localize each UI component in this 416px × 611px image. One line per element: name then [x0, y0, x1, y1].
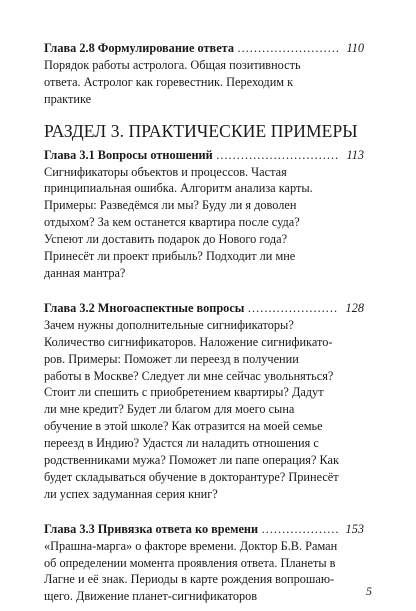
- toc-entry-header: [44, 147, 364, 164]
- chapter-page-number: 110: [346, 41, 364, 55]
- section-heading: РАЗДЕЛ 3. ПРАКТИЧЕСКИЕ ПРИМЕРЫ: [44, 120, 358, 141]
- chapter-page-number: 153: [345, 521, 364, 536]
- chapter-description: Зачем нужны дополнительные сигнификаторы? Количество сигнификаторов. Наложение сигнификато- ров. Примеры: Поможет ли переезд в получении работы в Москве? Следует ли мне сейчас увольняться? Стоит ли спешить с приобретением квартиры? Дадут ли мне кредит? Будет ли благом для моего сына обучение в этой школе? Как отразится на моей семье переезд в Индию? Удастся ли наладить отношения с родственниками мужа? Поможет ли папе операция? Как будет складываться обучение в докторантуре? Принесёт ли успех задуманная серия книг?: [44, 317, 339, 501]
- chapter-page-number: 113: [346, 147, 364, 162]
- toc-entry-3-1: [44, 147, 364, 282]
- chapter-title: Глава 2.8 Формулирование ответа: [44, 41, 234, 55]
- chapter-title: Глава 3.3 Привязка ответа ко времени: [44, 521, 259, 536]
- chapter-description: Порядок работы астролога. Общая позитивность ответа. Астролог как горевестник. Переходим к практике: [44, 57, 301, 106]
- toc-entry-3-3: [44, 521, 364, 606]
- toc-entry-header: [44, 521, 364, 538]
- chapter-title: Глава 3.2 Многоаспектные вопросы: [44, 300, 245, 315]
- toc-entry-2-8: [44, 40, 364, 108]
- chapter-page-number: 128: [345, 300, 364, 315]
- dot-leader: [244, 300, 338, 317]
- dot-leader: [258, 521, 338, 538]
- dot-leader: [213, 147, 338, 164]
- toc-entry-header: [44, 40, 364, 57]
- chapter-title: Глава 3.1 Вопросы отношений: [44, 147, 213, 162]
- table-of-contents: [44, 40, 364, 605]
- toc-entry-3-2: [44, 300, 364, 503]
- toc-entry-header: [44, 300, 364, 317]
- dot-leader: [234, 40, 338, 57]
- chapter-description: «Прашна-марга» о факторе времени. Доктор Б.В. Раман об определении момента проявления ответа. Планеты в Лагне и её знак. Периоды в карте рождения вопрошаю- щего. Движение планет-сигнификаторов: [44, 538, 338, 604]
- page-number: 5: [366, 584, 372, 598]
- chapter-description: Сигнификаторы объектов и процессов. Частая принципиальная ошибка. Алгоритм анализа карты. Примеры: Разведёмся ли мы? Буду ли я доволен отдыхом? За кем останется квартира после суда? Успеют ли доставить подарок до Нового года? Принесёт ли проект прибыль? Подходит ли мне данная мантра?: [44, 164, 313, 280]
